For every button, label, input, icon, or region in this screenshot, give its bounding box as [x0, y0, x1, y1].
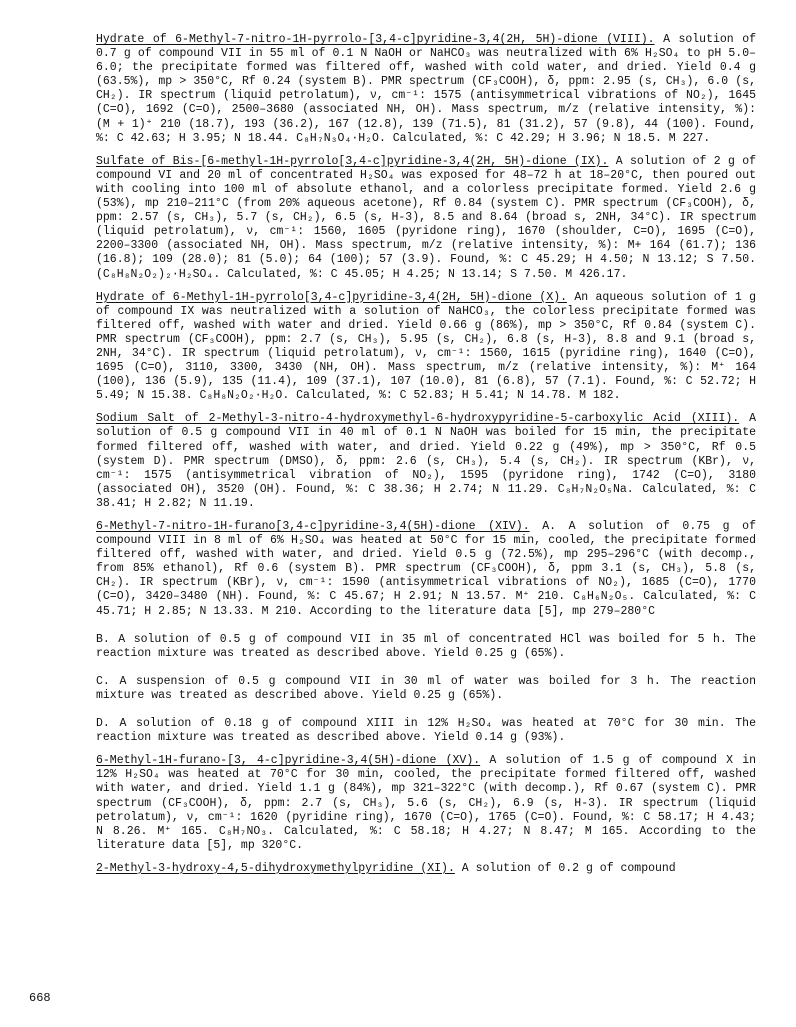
text-compound-x: An aqueous solution of 1 g of compound IX was neutralized with a solution of NaHCO₃, the colorless precipitate formed was filtered off, washed with water and dried. Yield 0.66 g (86%), mp > 350°C, Rf 0.84 (system C). PMR spectrum (CF₃COOH), ppm: 2.7 (s, CH₃), 5.95 (s, CH₂), 6.8 (s, H-3), 8.8 and 9.1 (broad s, 2NH, 34°C). IR spectrum (liquid petrolatum), ν, cm⁻¹: 1560, 1615 (pyridine ring), 1640 (C=O), 1695 (C=O), 3110, 3300, 3430 (NH, OH). Mass spectrum, m/z (relative intensity, %): M⁺ 164 (100), 136 (5.9), 135 (11.4), 109 (37.1), 107 (10.0), 81 (6.8), 57 (7.1). Found, %: C 52.72; H 5.49; N 15.38. C₈H₈N₂O₂·H₂O. Calculated, %: C 52.83; H 5.41; N 14.78. M 182. — [96, 290, 756, 403]
text-compound-xiii: A solution of 0.5 g compound VII in 40 ml of 0.1 N NaOH was boiled for 15 min, the precipitate formed filtered off, washed with water, and dried. Yield 0.22 g (49%), mp > 350°C, Rf 0.5 (system D). PMR spectrum (DMSO), δ, ppm: 2.6 (s, CH₃), 5.4 (s, CH₂). IR spectrum (KBr), ν, cm⁻¹: 1575 (antisymmetrical vibration of NO₂), 1595 (pyridone ring), 1742 (C=O), 3180 (associated OH), 3520 (OH). Found, %: C 38.36; H 2.74; N 11.29. C₈H₇N₂O₅Na. Calculated, %: C 38.41; H 2.82; N 11.19. — [96, 412, 756, 510]
heading-compound-xiv: 6-Methyl-7-nitro-1H-furano[3,4-c]pyridine-3,4(5H)-dione (XIV). — [96, 520, 530, 533]
text-compound-xi: A solution of 0.2 g of compound — [461, 861, 676, 875]
paragraph-method-c — [60, 675, 756, 703]
paragraph-compound-xiv-a — [60, 520, 756, 619]
heading-compound-xv: 6-Methyl-1H-furano-[3, 4-c]pyridine-3,4(5H)-dione (XV). — [96, 754, 481, 768]
paragraph-compound-x — [60, 291, 756, 404]
text-compound-xv: A solution of 1.5 g of compound X in 12% H₂SO₄ was heated at 70°C for 30 min, cooled, the precipitate formed filtered off, washed with water, and dried. Yield 1.1 g (84%), mp 321–322°C (with decomp.), Rf 0.67 (system C). PMR spectrum (CF₃COOH), δ, ppm: 2.7 (s, CH₃), 5.6 (s, CH₂), 6.9 (s, H-3). IR spectrum (liquid petrolatum), ν, cm⁻¹: 1620 (pyridine ring), 1670 (C=O), 1765 (C=O). Found, %: C 58.17; H 4.43; N 8.26. M⁺ 165. C₈H₇NO₃. Calculated, %: C 58.18; H 4.27; N 8.47; M 165. According to the literature data [5], mp 320°C. — [96, 754, 756, 852]
heading-compound-x: Hydrate of 6-Methyl-1H-pyrrolo[3,4-c]pyridine-3,4(2H, 5H)-dione (X). — [96, 290, 568, 304]
text-compound-ix: A solution of 2 g of compound VI and 20 ml of concentrated H₂SO₄ was exposed for 48–72 h at 18–20°C, then poured out with cooling into 100 ml of absolute ethanol, and a colorless precipitate formed. Yield 2.6 g (53%), mp 210–211°C (from 20% aqueous acetone), Rf 0.84 (system C). PMR spectrum (CF₃COOH), δ, ppm: 2.57 (s, CH₃), 5.7 (s, CH₂), 6.5 (s, H-3), 8.5 and 8.64 (broad s, 2NH, 34°C). IR spectrum (liquid petrolatum), ν, cm⁻¹: 1560, 1605 (pyridone ring), 1670 (shoulder, C=O), 1695 (C=O), 2200–3300 (associated NH, OH). Mass spectrum, m/z (relative intensity, %): M+ 164 (61.7); 136 (16.8); 109 (28.0); 81 (5.0); 64 (100); 57 (3.9). Found, %: C 45.29; H 4.50; N 13.12; S 7.50. (C₈H₈N₂O₂)₂·H₂SO₄. Calculated, %: C 45.05; H 4.25; N 13.14; S 7.50. M 426.17. — [96, 154, 756, 281]
text-method-d: D. A solution of 0.18 g of compound XIII in 12% H₂SO₄ was heated at 70°C for 30 min. The reaction mixture was treated as described above. Yield 0.14 g (93%). — [96, 717, 756, 745]
heading-compound-xiii: Sodium Salt of 2-Methyl-3-nitro-4-hydroxymethyl-6-hydroxypyridine-5-carboxylic Acid (XIII). — [96, 412, 740, 426]
paragraph-method-d — [60, 717, 756, 745]
paragraph-method-b — [60, 633, 756, 661]
heading-compound-xi: 2-Methyl-3-hydroxy-4,5-dihydroxymethylpyridine (XI). — [96, 861, 455, 875]
heading-compound-ix: Sulfate of Bis-[6-methyl-1H-pyrrolo[3,4-c]pyridine-3,4(2H, 5H)-dione (IX). — [96, 154, 609, 168]
text-method-c: C. A suspension of 0.5 g compound VII in 30 ml of water was boiled for 3 h. The reaction mixture was treated as described above. Yield 0.25 g (65%). — [96, 674, 756, 702]
heading-compound-viii: Hydrate of 6-Methyl-7-nitro-1H-pyrrolo-[3,4-c]pyridine-3,4(2H, 5H)-dione (VIII). — [96, 33, 655, 46]
page-number: 668 — [29, 991, 51, 1005]
text-method-b: B. A solution of 0.5 g of compound VII in 35 ml of concentrated HCl was boiled for 5 h. The reaction mixture was treated as described above. Yield 0.25 g (65%). — [96, 632, 756, 660]
paragraph-compound-xi — [60, 862, 756, 876]
paragraph-compound-xiii — [60, 412, 756, 511]
text-compound-xiv-a: A. A solution of 0.75 g of compound VIII in 8 ml of 6% H₂SO₄ was heated at 50°C for 15 min, cooled, the precipitate formed filtered off, washed with water, and dried. Yield 0.5 g (72.5%), mp 295–296°C (with decomp., from 85% ethanol), Rf 0.6 (system B). PMR spectrum (CF₃COOH), δ, ppm 3.1 (s, CH₃), 5.8 (s, CH₂). IR spectrum (KBr), ν, cm⁻¹: 1590 (antisymmetrical vibrations of NO₂), 1685 (C=O), 1770 (C=O), 3420–3480 (NH). Found, %: C 45.67; H 2.91; N 13.57. M⁺ 210. C₈H₆N₂O₅. Calculated, %: C 45.71; H 2.85; N 13.33. M 210. According to the literature data [5], mp 279–280°C — [96, 520, 756, 618]
paragraph-compound-viii — [60, 33, 756, 146]
text-compound-viii: A solution of 0.7 g of compound VII in 55 ml of 0.1 N NaOH or NaHCO₃ was neutralized with 6% H₂SO₄ to pH 5.0–6.0; the precipitate formed was filtered off, washed with cold water, and dried. Yield 0.4 g (63.5%), mp > 350°C, Rf 0.24 (system B). PMR spectrum (CF₃COOH), δ, ppm: 2.95 (s, CH₃), 6.0 (s, CH₂). IR spectrum (liquid petrolatum), ν, cm⁻¹: 1575 (antisymmetrical vibrations of NO₂), 1645 (C=O), 1692 (C=O), 2500–3680 (associated NH, OH). Mass spectrum, m/z (relative intensity, %): (M + 1)⁺ 210 (18.7), 193 (36.2), 167 (12.8), 139 (71.5), 81 (31.2), 57 (9.8), 44 (100). Found, %: C 42.63; H 3.95; N 18.44. C₈H₇N₃O₄·H₂O. Calculated, %: C 42.29; H 3.96; N 18.5. M 227. — [96, 33, 757, 145]
paragraph-compound-ix — [60, 155, 756, 282]
paragraph-compound-xv — [60, 754, 756, 853]
